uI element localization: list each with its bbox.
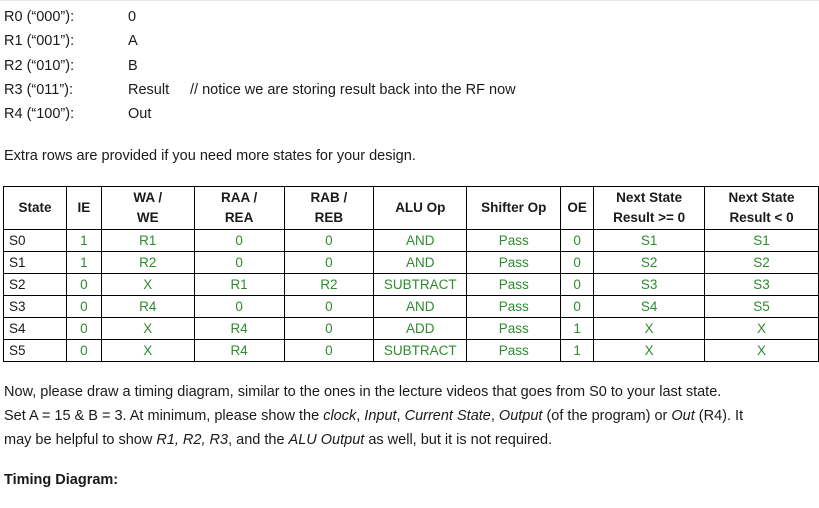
header-raa-rea: RAA / REA: [194, 187, 284, 230]
header-next-state-lt0: Next State Result < 0: [705, 187, 819, 230]
table-cell: 1: [66, 230, 101, 252]
table-cell: 0: [66, 340, 101, 362]
table-header-row: [4, 187, 819, 230]
register-name: R3 (“011”):: [4, 82, 74, 98]
state-cell: S3: [4, 296, 67, 318]
table-cell: X: [594, 318, 705, 340]
table-cell: S1: [594, 230, 705, 252]
table-cell: X: [705, 340, 819, 362]
state-cell: S4: [4, 318, 67, 340]
extra-rows-note: Extra rows are provided if you need more states for your design.: [4, 148, 416, 164]
register-value: Out: [128, 106, 152, 122]
table-cell: 0: [66, 318, 101, 340]
top-divider: [0, 0, 819, 1]
table-row: [4, 318, 819, 340]
table-cell: 0: [66, 274, 101, 296]
table-cell: Pass: [467, 296, 561, 318]
table-row: [4, 230, 819, 252]
register-value: Result: [128, 82, 170, 98]
table-cell: 0: [194, 230, 284, 252]
table-cell: AND: [374, 230, 467, 252]
header-alu-op: ALU Op: [374, 187, 467, 230]
table-cell: X: [594, 340, 705, 362]
table-cell: S2: [705, 252, 819, 274]
table-cell: S3: [705, 274, 819, 296]
header-wa-we: WA / WE: [101, 187, 194, 230]
table-cell: 0: [194, 296, 284, 318]
table-row: [4, 274, 819, 296]
table-cell: Pass: [467, 318, 561, 340]
table-cell: 0: [561, 252, 594, 274]
table-cell: R4: [101, 296, 194, 318]
table-cell: Pass: [467, 230, 561, 252]
register-name: R1 (“001”):: [4, 33, 75, 49]
register-value: 0: [128, 9, 137, 25]
instruction-line-1: Now, please draw a timing diagram, similar to the ones in the lecture videos that goes from S0 to your last state.: [4, 384, 722, 400]
header-next-state-ge0: Next State Result >= 0: [594, 187, 705, 230]
state-cell: S0: [4, 230, 67, 252]
table-cell: R2: [101, 252, 194, 274]
register-name: R2 (“010”):: [4, 58, 75, 74]
instruction-line-2: Set A = 15 & B = 3. At minimum, please show the clock, Input, Current State, Output (of the program) or Out (R4). It: [4, 408, 744, 424]
state-cell: S5: [4, 340, 67, 362]
table-cell: 0: [561, 296, 594, 318]
register-name: R0 (“000”):: [4, 9, 75, 25]
table-cell: 1: [561, 318, 594, 340]
table-cell: 0: [284, 296, 374, 318]
header-ie: IE: [66, 187, 101, 230]
state-cell: S1: [4, 252, 67, 274]
table-cell: 1: [561, 340, 594, 362]
register-name: R4 (“100”):: [4, 106, 75, 122]
register-value: A: [128, 33, 138, 49]
table-cell: Pass: [467, 252, 561, 274]
table-cell: 0: [561, 230, 594, 252]
header-rab-reb: RAB / REB: [284, 187, 374, 230]
table-cell: X: [705, 318, 819, 340]
table-cell: Pass: [467, 274, 561, 296]
table-cell: 1: [66, 252, 101, 274]
table-cell: R4: [194, 318, 284, 340]
table-cell: R1: [101, 230, 194, 252]
table-cell: 0: [284, 318, 374, 340]
header-state: State: [4, 187, 67, 230]
timing-diagram-heading: Timing Diagram:: [4, 472, 119, 488]
table-cell: 0: [284, 230, 374, 252]
table-cell: 0: [561, 274, 594, 296]
register-value: B: [128, 58, 138, 74]
table-cell: X: [101, 340, 194, 362]
table-cell: SUBTRACT: [374, 340, 467, 362]
table-row: [4, 252, 819, 274]
table-cell: 0: [284, 340, 374, 362]
register-comment: // notice we are storing result back into the RF now: [190, 82, 516, 98]
table-cell: X: [101, 274, 194, 296]
table-cell: R4: [194, 340, 284, 362]
header-oe: OE: [561, 187, 594, 230]
table-cell: S4: [594, 296, 705, 318]
table-cell: R2: [284, 274, 374, 296]
table-cell: 0: [66, 296, 101, 318]
table-cell: AND: [374, 296, 467, 318]
table-cell: Pass: [467, 340, 561, 362]
table-cell: S5: [705, 296, 819, 318]
table-cell: S2: [594, 252, 705, 274]
table-cell: S3: [594, 274, 705, 296]
state-table: [3, 186, 819, 362]
table-cell: 0: [284, 252, 374, 274]
table-cell: ADD: [374, 318, 467, 340]
table-cell: SUBTRACT: [374, 274, 467, 296]
state-cell: S2: [4, 274, 67, 296]
table-cell: AND: [374, 252, 467, 274]
table-row: [4, 340, 819, 362]
instruction-line-3: may be helpful to show R1, R2, R3, and the ALU Output as well, but it is not required.: [4, 432, 553, 448]
table-cell: 0: [194, 252, 284, 274]
table-row: [4, 296, 819, 318]
table-cell: R1: [194, 274, 284, 296]
header-shifter-op: Shifter Op: [467, 187, 561, 230]
table-cell: X: [101, 318, 194, 340]
table-cell: S1: [705, 230, 819, 252]
